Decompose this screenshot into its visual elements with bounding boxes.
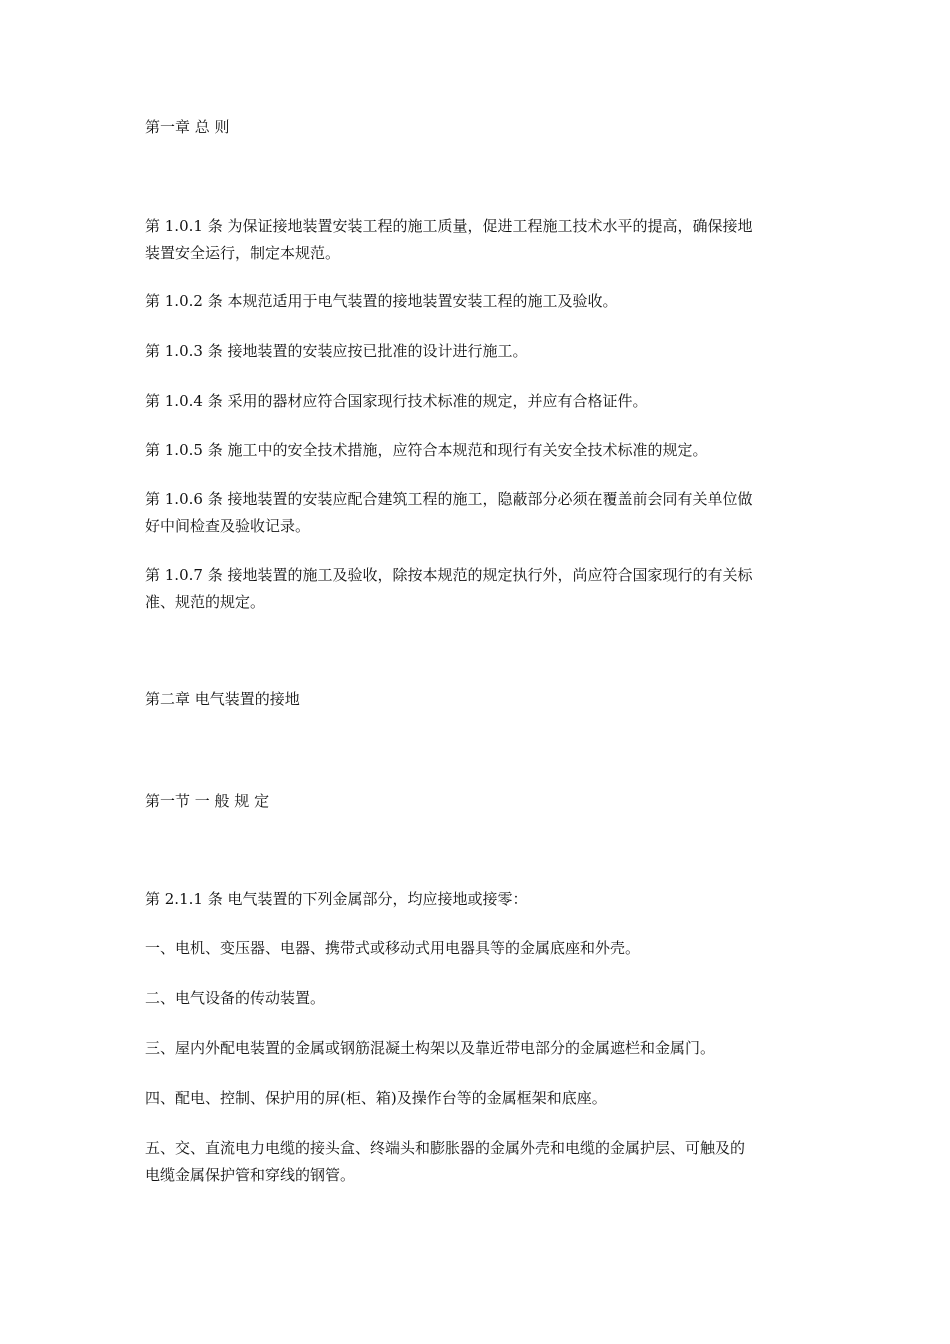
list-item-2 bbox=[145, 985, 813, 1012]
article-1-0-3 bbox=[145, 338, 813, 365]
list-item-5 bbox=[145, 1135, 813, 1189]
article-1-0-7 bbox=[145, 562, 813, 616]
article-line: 第 1.0.4 条 采用的器材应符合国家现行技术标准的规定，并应有合格证件。 bbox=[145, 392, 648, 410]
list-item-line: 二、电气设备的传动装置。 bbox=[145, 989, 326, 1007]
list-item-line: 一、电机、变压器、电器、携带式或移动式用电器具等的金属底座和外壳。 bbox=[145, 939, 641, 957]
list-item-1 bbox=[145, 935, 813, 962]
list-item-3 bbox=[145, 1035, 813, 1062]
chapter-1-title: 第一章 总 则 bbox=[145, 118, 230, 136]
article-line: 好中间检查及验收记录。 bbox=[145, 517, 311, 535]
article-1-0-4 bbox=[145, 388, 813, 415]
article-line: 第 1.0.5 条 施工中的安全技术措施，应符合本规范和现行有关安全技术标准的规定。 bbox=[145, 441, 708, 459]
article-line: 第 1.0.7 条 接地装置的施工及验收，除按本规范的规定执行外，尚应符合国家现行的有关标 bbox=[145, 566, 753, 584]
list-item-line: 三、屋内外配电装置的金属或钢筋混凝土构架以及靠近带电部分的金属遮栏和金属门。 bbox=[145, 1039, 716, 1057]
article-line: 装置安全运行，制定本规范。 bbox=[145, 244, 341, 262]
section-1-title: 第一节 一 般 规 定 bbox=[145, 792, 270, 810]
article-line: 第 1.0.6 条 接地装置的安装应配合建筑工程的施工，隐蔽部分必须在覆盖前会同有关单位做 bbox=[145, 490, 753, 508]
article-1-0-6 bbox=[145, 486, 813, 540]
list-item-line: 五、交、直流电力电缆的接头盒、终端头和膨胀器的金属外壳和电缆的金属护层、可触及的 bbox=[145, 1139, 746, 1157]
article-line: 第 1.0.3 条 接地装置的安装应按已批准的设计进行施工。 bbox=[145, 342, 528, 360]
chapter-2-title: 第二章 电气装置的接地 bbox=[145, 690, 300, 708]
article-1-0-2 bbox=[145, 288, 813, 315]
list-item-line: 电缆金属保护管和穿线的钢管。 bbox=[145, 1166, 356, 1184]
article-line: 准、规范的规定。 bbox=[145, 593, 266, 611]
list-item-line: 四、配电、控制、保护用的屏(柜、箱)及操作台等的金属框架和底座。 bbox=[145, 1089, 607, 1107]
article-line: 第 1.0.2 条 本规范适用于电气装置的接地装置安装工程的施工及验收。 bbox=[145, 292, 618, 310]
article-1-0-5 bbox=[145, 437, 813, 464]
list-item-4 bbox=[145, 1085, 813, 1112]
article-2-1-1: 第 2.1.1 条 电气装置的下列金属部分，均应接地或接零： bbox=[145, 890, 528, 908]
article-line: 第 1.0.1 条 为保证接地装置安装工程的施工质量，促进工程施工技术水平的提高，确保接地 bbox=[145, 217, 753, 235]
article-1-0-1 bbox=[145, 213, 813, 267]
